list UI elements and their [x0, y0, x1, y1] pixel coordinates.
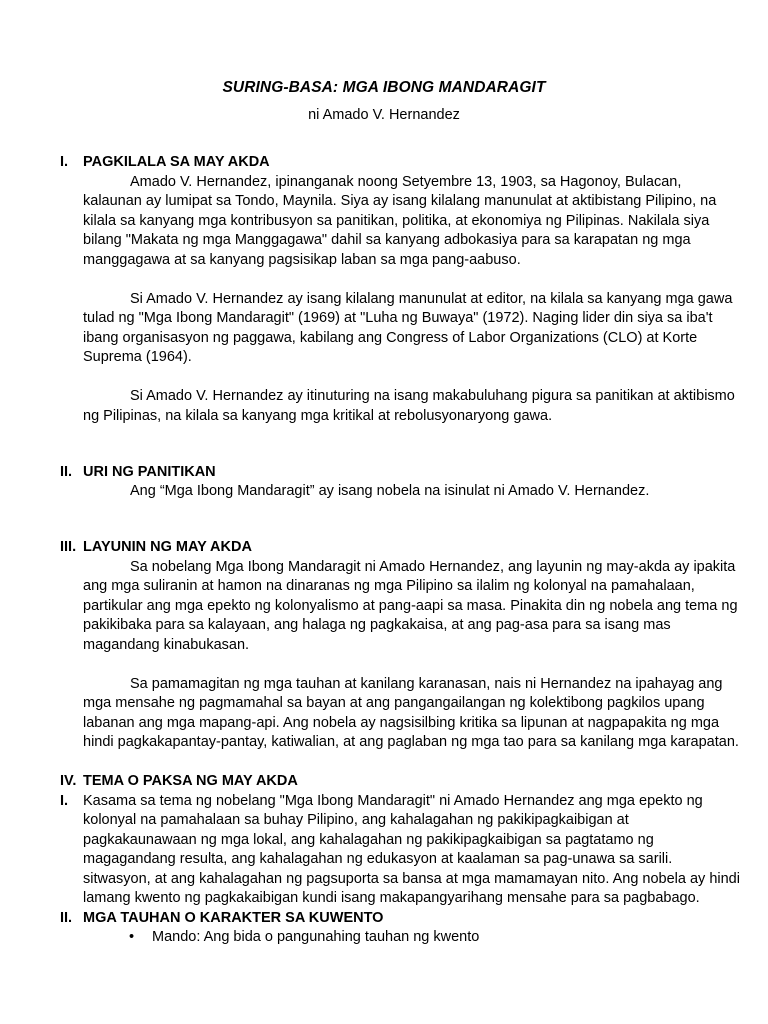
paragraph: Amado V. Hernandez, ipinanganak noong Setyembre 13, 1903, sa Hagonoy, Bulacan, kalaunan ay lumipat sa Tondo, Maynila. Siya ay isang kilalang manunulat at aktibistang Pilipino, na kilala sa kanyang mga kontribusyon sa panitikan, politika, at ekonomiya ng Pilipinas. Nakilala siya bilang "Makata ng mga Manggagawa" dahil sa kanyang adbokasiya para sa karapatan ng mga manggagawa at sa kanyang pagsisikap laban sa mga pang-aabuso. — [83, 173, 717, 268]
bullet-text: Mando: Ang bida o pangunahing tauhan ng kwento — [152, 929, 480, 945]
item-number: I. — [60, 792, 69, 809]
section-characters — [60, 909, 740, 948]
section-literary-type — [60, 463, 740, 502]
section-number: II. — [60, 909, 73, 926]
section-heading — [60, 538, 740, 558]
paragraph: Sa pamamagitan ng mga tauhan at kanilang karanasan, nais ni Hernandez na ipahayag ang mga mensahe ng pagmamahal sa bayan at ang pangangailangan ng kolektibong pagkilos upang labanan ang mga mapang-api. Ang nobela ay nagsisilbing kritika sa lipunan at nagpapakita ng mga hindi pagkakapantay-pantay, katiwalian, at ang paglaban ng mga tao para sa kanilang mga karapatan. — [83, 675, 739, 750]
section-title: URI NG PANITIKAN — [83, 463, 216, 480]
section-number: IV. — [60, 773, 77, 789]
paragraph: Ang “Mga Ibong Mandaragit” ay isang nobela na isinulat ni Amado V. Hernandez. — [130, 483, 650, 499]
document-title: SURING-BASA: MGA IBONG MANDARAGIT — [222, 79, 546, 96]
bullet-item — [60, 928, 740, 948]
section-number: I. — [60, 154, 69, 170]
item-text: Kasama sa tema ng nobelang "Mga Ibong Mandaragit" ni Amado Hernandez ang mga epekto ng kolonyal na pamahalaan sa buhay Pilipino, ang kahalagahan ng pakikipagkaibigan at pagkakaunawaan ng mga lokal, ang kahalagahan ng pakikipagkaibigan sa pagtatamo ng magagandang resulta, ang kahalagahan ng edukasyon at kaalaman sa pag-unawa sa sarili. sitwasyon, at ang kahalagahan ng pagsuporta sa bansa at mga mamamayan nito. Ang nobela ay hindi lamang kwento ng pagkakaibigan kundi isang makapangyarihang mensahe para sa pagbabago. — [83, 792, 740, 906]
numbered-item — [60, 792, 740, 909]
section-title: LAYUNIN NG MAY AKDA — [83, 539, 252, 555]
section-heading — [60, 463, 740, 483]
section-heading — [60, 772, 740, 792]
paragraph: Si Amado V. Hernandez ay itinuturing na isang makabuluhang pigura sa panitikan at aktibismo ng Pilipinas, na kilala sa kanyang mga kritikal at rebolusyonaryong gawa. — [83, 388, 735, 424]
section-theme — [60, 772, 740, 909]
section-number: III. — [60, 539, 77, 555]
section-author-profile — [60, 153, 740, 426]
bullet-icon: • — [129, 929, 135, 945]
paragraph: Si Amado V. Hernandez ay isang kilalang manunulat at editor, na kilala sa kanyang mga gawa tulad ng "Mga Ibong Mandaragit" (1969) at "Luha ng Buwaya" (1972). Naging lider din siya sa iba't ibang organisasyon ng paggawa, kabilang ang Congress of Labor Organizations (CLO) at Korte Suprema (1964). — [83, 290, 733, 365]
section-title: TEMA O PAKSA NG MAY AKDA — [83, 773, 298, 789]
section-title: PAGKILALA SA MAY AKDA — [83, 154, 270, 170]
section-heading — [60, 153, 740, 173]
document-body — [60, 153, 740, 948]
section-title: MGA TAUHAN O KARAKTER SA KUWENTO — [83, 909, 384, 926]
paragraph: Sa nobelang Mga Ibong Mandaragit ni Amado Hernandez, ang layunin ng may-akda ay ipakita ang mga suliranin at hamon na dinaranas ng mga Pilipino sa ilalim ng kolonyal na pamahalaan, partikular ang mga epekto ng kolonyalismo at pang-aapi sa masa. Pinakita din ng nobela ang tema ng pakikibaka para sa kalayaan, ang halaga ng pagkakaisa, at ang pag-asa para sa isang mas magandang kinabukasan. — [83, 558, 738, 653]
section-number: II. — [60, 463, 73, 480]
section-heading — [60, 909, 740, 929]
document-author: ni Amado V. Hernandez — [308, 107, 460, 123]
section-author-purpose — [60, 538, 740, 753]
